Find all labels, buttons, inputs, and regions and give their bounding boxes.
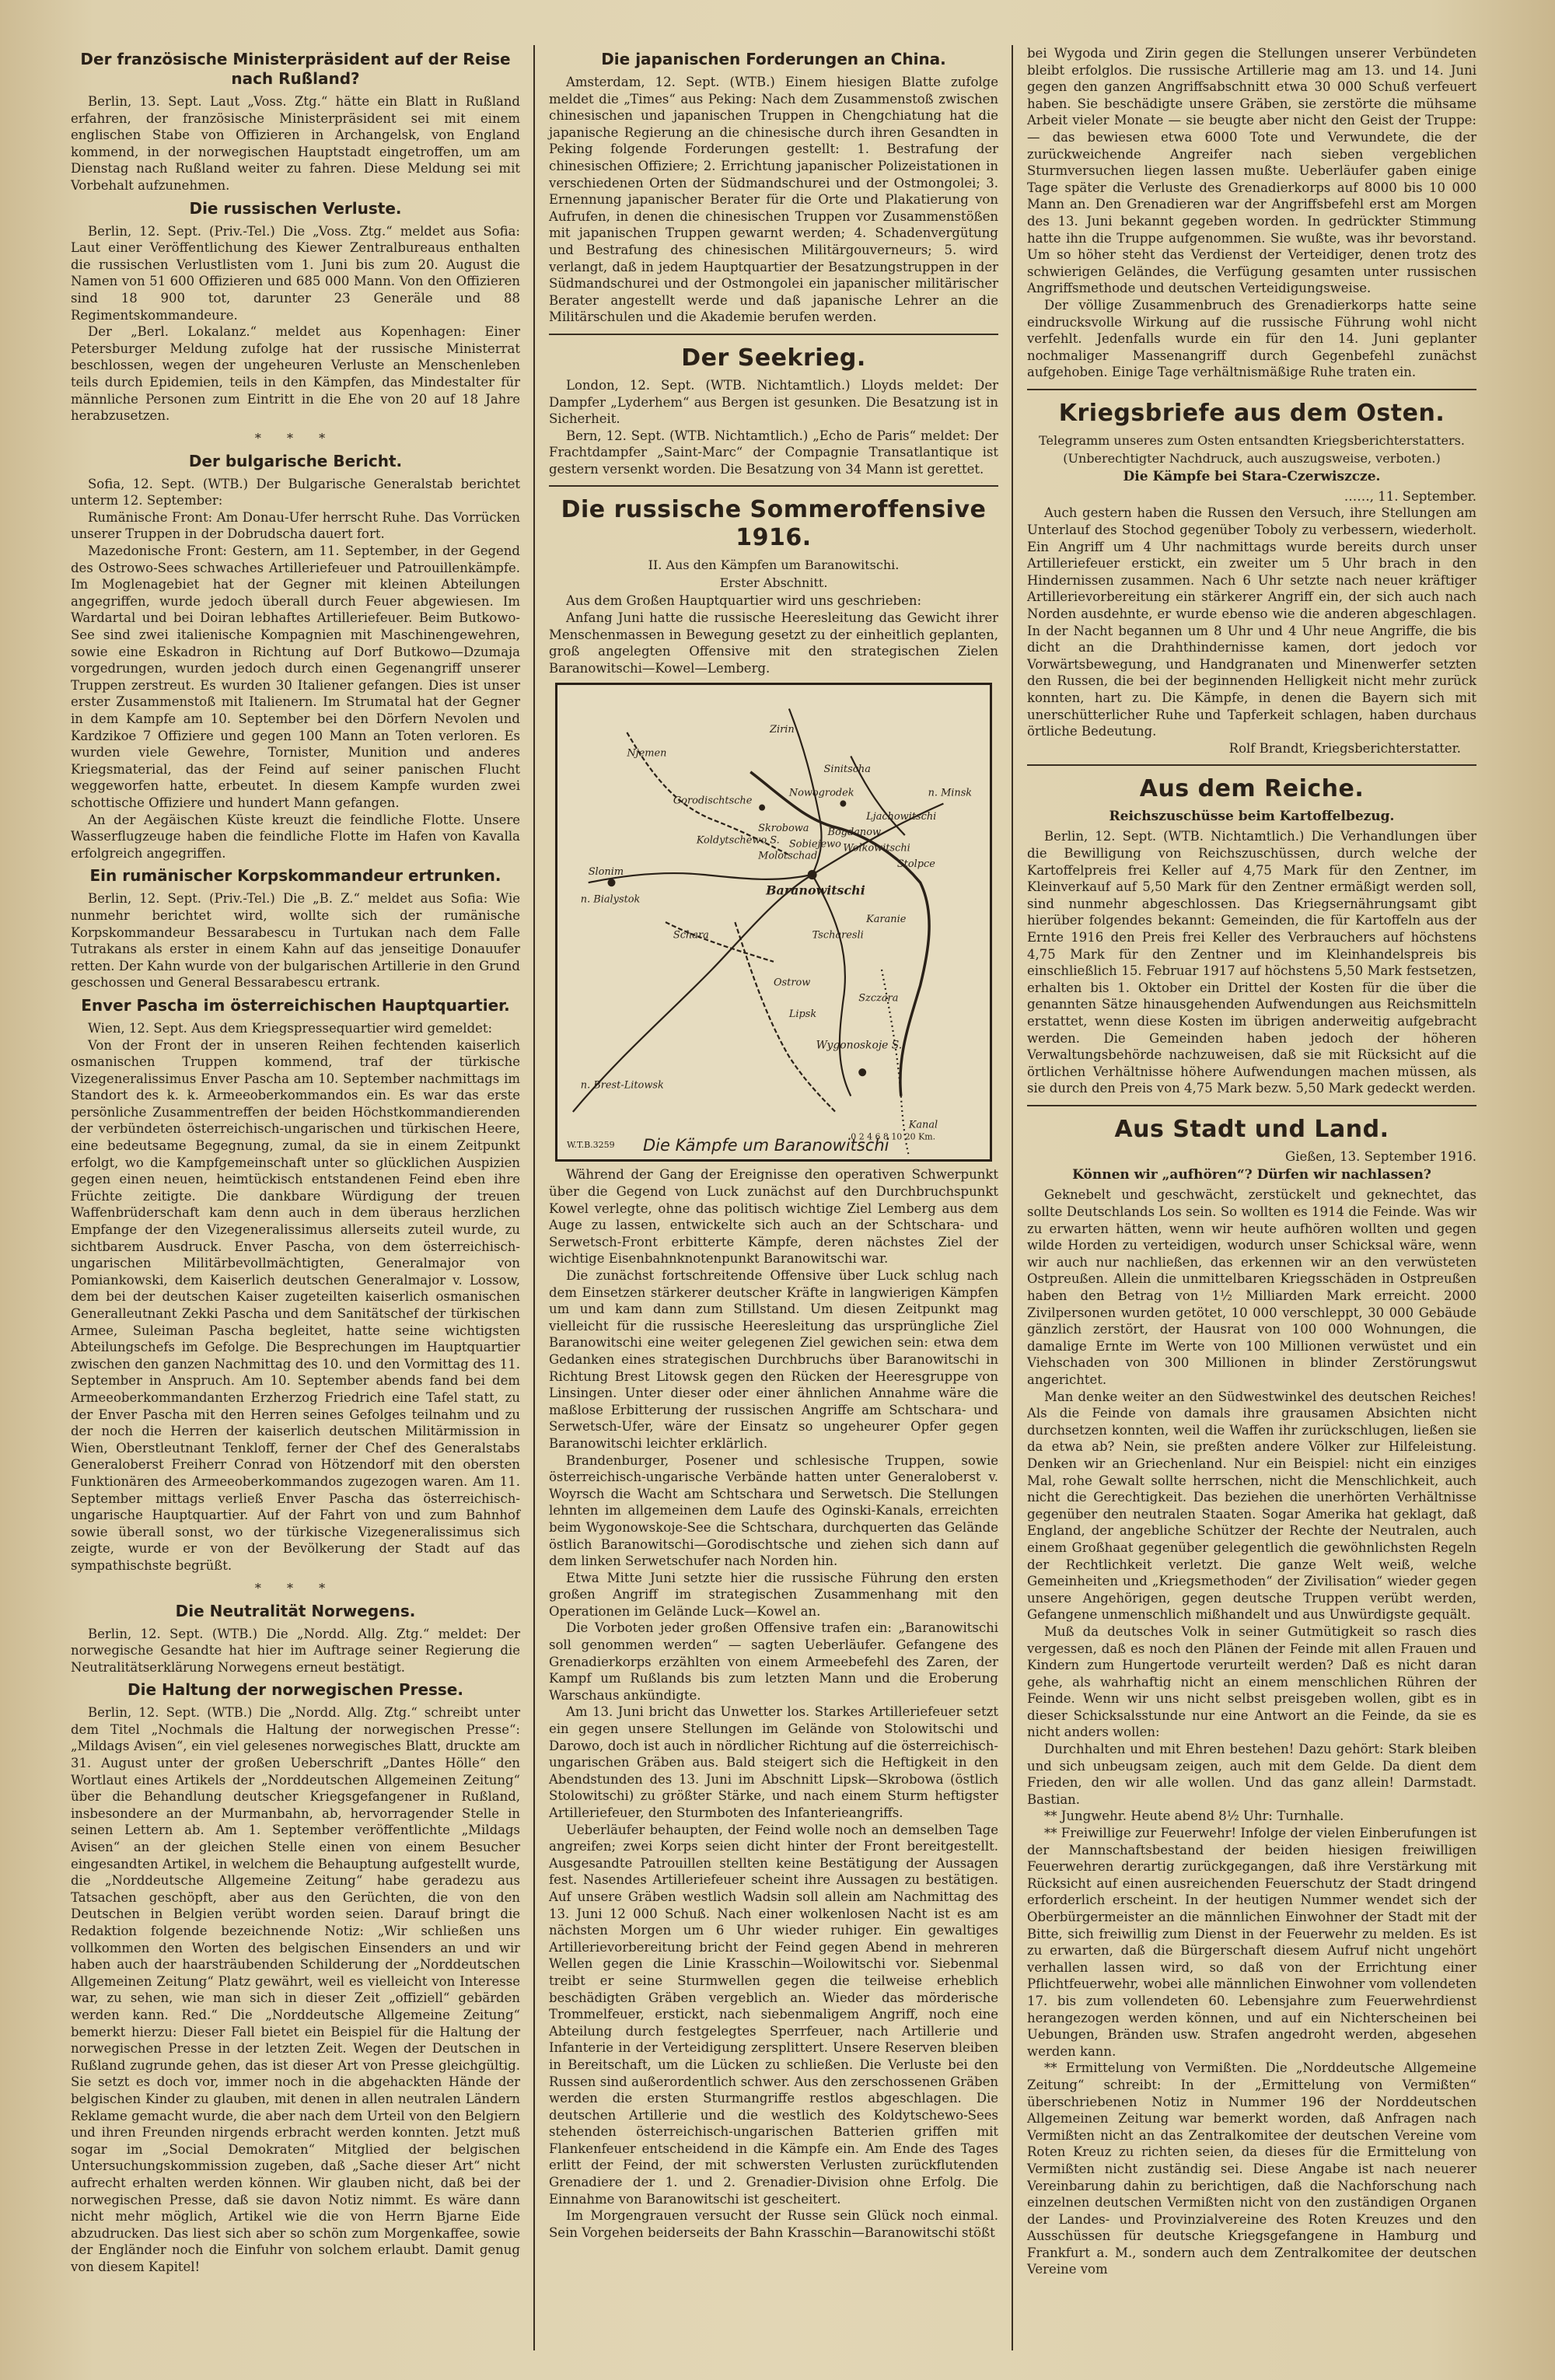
subheadline: Erster Abschnitt. — [719, 575, 828, 591]
headline: Der französische Ministerpräsident auf der Reise nach Rußland? — [80, 50, 511, 88]
headline: Die Haltung der norwegischen Presse. — [128, 1680, 463, 1700]
separator-stars: * * * — [254, 430, 337, 446]
article-paragraph: Der völlige Zusammenbruch des Grenadierkorps hatte seine eindrucksvolle Wirkung auf die russische Führung wohl nicht verfehlt. Jedenfalls wurde ein für den 14. Juni geplanter nochmaliger Massenangriff durch Gegenbefehl zunächst aufgehoben. Einige Tage verhältnismäßige Ruhe traten ein. — [1027, 297, 1476, 380]
separator-stars: * * * — [254, 1580, 337, 1595]
article-paragraph: Berlin, 12. Sept. (Priv.-Tel.) Die „Voss. Ztg.“ meldet aus Sofia: Laut einer Veröffentlichung des Kiewer Zentralbureaus enthalten die russischen Verlustlisten vom 1. Juni bis zum 20. August die Namen von 51 600 Offizieren und 685 000 Mann. Von den Offizieren sind 18 900 tot, darunter 23 Generäle und 88 Regimentskommandeure. — [71, 223, 520, 323]
article-paragraph: Wien, 12. Sept. Aus dem Kriegspressequartier wird gemeldet: — [88, 1020, 493, 1036]
article-paragraph: Muß da deutsches Volk in seiner Gutmütigkeit so rasch dies vergessen, daß es noch den Plänen der Feinde mit allen Frauen und Kindern zum Hungertode verurteilt werden? Daß es nicht daran gehe, als wahrhaftig nicht an einem menschlichen Rühren der Feinde. Wenn wir uns nicht selbst preisgeben wollen, gibt es in dieser Schicksalsstunde nur eine Antwort an die Feinde, da sie es nicht anders wollen: — [1027, 1623, 1476, 1740]
column-rule — [533, 45, 535, 2350]
map-label: n. Brest-Litowsk — [580, 1079, 664, 1092]
river-line — [735, 922, 835, 1112]
map-label: Slonim — [588, 866, 624, 879]
article-paragraph: Mazedonische Front: Gestern, am 11. September, in der Gegend des Ostrowo-Sees schwaches Artilleriefeuer und Patrouillenkämpfe. Im Moglenagebiet hat der Gegner mit kleinen Abteilungen angegriffen, wurde jedoch überall durch Feuer abgewiesen. Im Wardartal und bei Doiran lebhaftes Artilleriefeuer. Beim Butkowo-See sind zwei italienische Kompagnien mit Maschinengewehren, sowie eine Eskadron in Richtung auf Dorf Butkowo—Dzumaja vorgedrungen, wurden jedoch durch einen Gegenangriff unserer Truppen zerstreut. Es wurden 30 Italiener gefangen. Dies ist unser erster Zusammenstoß mit Italienern. Im Strumatal hat der Gegner in dem Kampfe am 10. September bei den Dörfern Nevolen und Kardzikoe 7 Offiziere und gegen 100 Mann an Toten verloren. Es wurden viele Gewehre, Tornister, Munition und anderes Kriegsmaterial, das der Feind auf seiner panischen Flucht weggeworfen hatte, erbeutet. In diesem Kampfe wurden zwei schottische Offiziere und hundert Mann gefangen. — [71, 543, 520, 810]
headline: Die Neutralität Norwegens. — [175, 1601, 416, 1620]
map-label: Tscharesli — [812, 929, 864, 942]
article-paragraph: Berlin, 12. Sept. (Priv.-Tel.) Die „B. Z.“ meldet aus Sofia: Wie nunmehr berichtet wird, wollte sich der rumänische Korpskommandeur Bessarabescu in Turtukan nach dem Falle Tutrakans als erster in einem Kahn auf das jenseitige Donauufer retten. Der Kahn wurde von der bulgarischen Artillerie in den Grund geschossen und General Bessarabescu ertrank. — [71, 891, 520, 991]
map-label: Molotschad — [758, 850, 818, 863]
city-marker — [608, 879, 616, 887]
article-paragraph: Geknebelt und geschwächt, zerstückelt und geknechtet, das sollte Deutschlands Los sein. So wollten es 1914 die Feinde. Was wir zu erwarten hätten, wenn wir heute aufhören wollten und gegen wilde Horden zu verteidigen, wodurch unser Schicksal wäre, wenn wir auch nur nachließen, das erkennen wir an den verwüsteten Ostpreußen. Allein die unmittelbaren Kriegsschäden in Ostpreußen haben den Betrag von 1½ Milliarden Mark erreicht. 2000 Zivilpersonen wurden getötet, 10 000 verschleppt, 30 000 Gebäude gänzlich zerstört, der Hausrat von 100 000 Wohnungen, die damalige Ernte im Werte von 100 Millionen verwüstet und ein Viehschaden von 300 Millionen in blinder Zerstörungswut angerichtet. — [1027, 1187, 1476, 1387]
column-1 — [66, 45, 525, 2350]
column-2 — [544, 45, 1003, 2350]
headline: Die russischen Verluste. — [189, 198, 402, 218]
map-code: W.T.B.3259 — [567, 1140, 615, 1151]
map-label: Szczara — [858, 992, 899, 1005]
article-paragraph: Berlin, 13. Sept. Laut „Voss. Ztg.“ hätte ein Blatt in Rußland erfahren, der französische Ministerpräsident sei mit einem englischen Stabe von Offizieren in Archangelsk, von England kommend, in der norwegischen Hauptstadt eingetroffen, um am Dienstag nach Rußland weiter zu fahren. Diese Meldung sei mit Vorbehalt aufzunehmen. — [71, 94, 520, 193]
article-paragraph: Im Morgengrauen versucht der Russe sein Glück noch einmal. Sein Vorgehen beiderseits der Bahn Krasschin—Baranowitschi stößt — [549, 2208, 998, 2240]
city-marker — [808, 870, 817, 879]
map-drawing — [557, 685, 990, 1159]
map-label: n. Bialystok — [580, 893, 641, 907]
headline: Die japanischen Forderungen an China. — [601, 50, 946, 68]
map-label: Wygonoskoje S. — [816, 1039, 903, 1053]
section-rule — [1027, 389, 1476, 390]
map-label: Ostrow — [774, 977, 811, 989]
map-label: Koldytschewo S. — [696, 834, 780, 847]
section-rule — [549, 485, 998, 487]
map-label: Gorodischtsche — [673, 795, 753, 807]
article-paragraph: ** Freiwillige zur Feuerwehr! Infolge der vielen Einberufungen ist der Mannschaftsbestand der beiden hiesigen freiwilligen Feuerwehren derartig zurückgegangen, daß ihre Verstärkung mit Rücksicht auf einen ausreichenden Feuerschutz der Stadt dringend erforderlich erscheint. In der heutigen Nummer wendet sich der Oberbürgermeister an die männlichen Einwohner der Stadt mit der Bitte, sich freiwillig zum Dienst in der Feuerwehr zu melden. Es ist zu erwarten, daß die Bürgerschaft diesem Aufruf nicht ungehört verhallen lassen wird, so daß von der Errichtung einer Pflichtfeuerwehr, wobei alle männlichen Einwohner vom vollendeten 17. bis zum vollendeten 60. Lebensjahre zum Feuerwehrdienst herangezogen werden können, und auf ein Nichterscheinen bei Uebungen, Bränden usw. Strafen angedroht werden, abgesehen werden kann. — [1027, 1826, 1476, 2059]
map-label: Njemen — [627, 747, 667, 760]
map-label: Kanal — [908, 1119, 938, 1131]
article-paragraph: Während der Gang der Ereignisse den operativen Schwerpunkt über die Gegend von Luck zunächst auf den Durchbruchspunkt Kowel verlegte, ohne das politisch wichtige Ziel Lemberg aus dem Auge zu lassen, entwickelte sich auch an der Schtschara- und Serwetsch-Front erbitterte Kämpfe, deren nächstes Ziel der wichtige Eisenbahnknotenpunkt Baranowitschi war. — [549, 1167, 998, 1267]
headline: Die russische Sommeroffensive 1916. — [561, 496, 987, 552]
article-paragraph: ** Jungwehr. Heute abend 8½ Uhr: Turnhalle. — [1044, 1809, 1344, 1824]
headline: Der Seekrieg. — [681, 344, 866, 372]
map-label: Wolkowitschi — [843, 842, 910, 854]
headline: Aus dem Reiche. — [1139, 775, 1365, 803]
map-label: Stolpce — [896, 858, 935, 871]
map-label: Karanie — [866, 914, 907, 926]
map-label: Skrobowa — [758, 823, 809, 835]
column-3 — [1022, 45, 1481, 2350]
article-paragraph: Amsterdam, 12. Sept. (WTB.) Einem hiesigen Blatte zufolge meldet die „Times“ aus Peking: Nach dem Zusammenstoß zwischen chinesischen und japanischen Truppen in Chengchiatung hat die japanische Regierung an die chinesische durch ihren Gesandten in Peking folgende Forderungen gestellt: 1. Bestrafung der chinesischen Offiziere; 2. Errichtung japanischer Polizeistationen in verschiedenen Orten der Südmandschurei und der Ostmongolei; 3. Ernennung japanischer Berater für die Orte und Plakatierung von Aufrufen, in denen die chinesischen Truppen vor Zusammenstößen mit japanischen Truppen gewarnt werden; 4. Schadenvergütung und Bestrafung des chinesischen Militärgouverneurs; 5. wird verlangt, daß in jedem Hauptquartier der Besatzungstruppen in der Südmandschurei und der Ostmongolei ein japanischer militärischer Berater angestellt werde und daß japanische Lehrer an die Militärschulen und die Akademie berufen werden. — [549, 75, 998, 325]
map-caption: Die Kämpfe um Baranowitschi — [643, 1136, 889, 1155]
column-rule — [1012, 45, 1013, 2350]
headline: Ein rumänischer Korpskommandeur ertrunken. — [89, 866, 501, 886]
dateline: Gießen, 13. September 1916. — [1285, 1148, 1476, 1164]
article-paragraph: Sofia, 12. Sept. (WTB.) Der Bulgarische Generalstab berichtet unterm 12. September: — [71, 476, 520, 509]
map-label: n. Minsk — [928, 787, 973, 799]
village-marker — [759, 805, 765, 811]
map-label: Ljachowitschi — [866, 811, 937, 823]
lake-marker — [858, 1069, 866, 1077]
village-marker — [840, 801, 846, 807]
map-label: Schara — [673, 929, 709, 942]
headline: Kriegsbriefe aus dem Osten. — [1058, 399, 1445, 427]
section-rule — [1027, 1105, 1476, 1106]
article-paragraph: Die zunächst fortschreitende Offensive über Luck schlug nach dem Einsetzen stärkerer deutscher Kräfte in langwierigen Kämpfen um und kam dann zum Stillstand. Um diesen Zeitpunkt mag vielleicht für die russische Heeresleitung das ursprüngliche Ziel Baranowitschi eine weiter gelegenen Ziel gewichen sein: etwa dem Gedanken eines strategischen Durchbruchs über Baranowitschi in Richtung Brest Litowsk gegen den Rücken der Heeresgruppe von Linsingen. Unter dieser oder einer ähnlichen Annahme wäre die maßlose Erbitterung der russischen Angriffe am Schtschara- und Serwetsch-Ufer, wäre der Einsatz so ungeheurer Opfer gegen Baranowitschi leichter erklärlich. — [549, 1268, 998, 1451]
railway-line — [812, 875, 851, 1096]
article-paragraph: Ueberläufer behaupten, der Feind wolle noch an demselben Tage angreifen; zwei Korps seien dicht hinter der Front bereitgestellt. Ausgesandte Patrouillen stellten keine Bestätigung der Aussagen fest. Nasendes Artilleriefeuer scheint ihre Aussagen zu bestätigen. Auf unsere Gräben westlich Wadsin soll allein am Nachmittag des 13. Juni 12 000 Schuß. Nach einer wolkenlosen Nacht ist es am nächsten Morgen um 6 Uhr wieder ruhiger. Ein gewaltiges Artillerievorbereitung bricht der Feind gegen Abend in mehreren Wellen gegen die Linie Krasschin—Woilowitschi vor. Siebenmal treibt er seine Sturmwellen gegen die teilweise erheblich beschädigten Gräben vergeblich an. Wieder das mörderische Trommelfeuer, erstickt, nach siebenmaligem Angriff, noch eine Abteilung durch festgelegtes Sperrfeuer, nach Artillerie und Infanterie in der Verteidigung zersplittert. Unsere Reserven bleiben in Bereitschaft, um die Lücken zu schließen. Die Verluste bei den Russen sind außerordentlich schwer. Aus den zerschossenen Gräben werden die ersten Sturmangriffe restlos abgeschlagen. Die deutschen Artillerie und die westlich des Koldytschewo-Sees stehenden österreichisch-ungarischen Batterien griffen mit Flankenfeuer entscheidend in die Kämpfe ein. Am Ende des Tages erlitt der Feind, der mit schwersten Verlusten zurückflutenden Grenadiere der 1. und 2. Grenadier-Division ohne Erfolg. Die Einnahme von Baranowitschi ist gescheitert. — [549, 1822, 998, 2207]
article-paragraph: Rumänische Front: Am Donau-Ufer herrscht Ruhe. Das Vorrücken unserer Truppen in der Dobrudscha dauert fort. — [71, 509, 520, 542]
section-rule — [549, 334, 998, 335]
dateline: ……, 11. September. — [1344, 488, 1476, 504]
article-paragraph: Aus dem Großen Hauptquartier wird uns geschrieben: — [566, 593, 922, 609]
subheadline: II. Aus den Kämpfen um Baranowitschi. — [648, 557, 900, 573]
article-paragraph: An der Aegäischen Küste kreuzt die feindliche Flotte. Unsere Wasserflugzeuge haben die feindliche Flotte im Hafen von Kavalla erfolgreich angegriffen. — [71, 812, 520, 861]
article-paragraph: Berlin, 12. Sept. (WTB.) Die „Nordd. Allg. Ztg.“ meldet: Der norwegische Gesandte hat hier im Auftrage seiner Regierung die Neutralitätserklärung Norwegens erneut bestätigt. — [71, 1626, 520, 1675]
article-paragraph: Etwa Mitte Juni setzte hier die russische Führung den ersten großen Angriff im strategischen Zusammenhang mit den Operationen im Gelände Luck—Kowel an. — [549, 1570, 998, 1619]
subheadline: (Unberechtigter Nachdruck, auch auszugsweise, verboten.) — [1063, 450, 1441, 466]
map-label: Bogdanow — [827, 827, 882, 839]
article-paragraph: Man denke weiter an den Südwestwinkel des deutschen Reiches! Als die Feinde von damals ihre grausamen Absichten nicht durchsetzen konnten, weil die Waffen ihr zurückschlugen, ließen sie da etwa ab? Nein, sie preßten andere Völker zur Hilfeleistung. Denken wir an Griechenland. Nur ein Beispiel: nicht ein einziges Mal, rohe Gewalt sollte herrschen, nicht die Menschlichkeit, auch nicht die Gerechtigkeit. Das beziehen die unerhörten Verhältnisse gegenüber den neutralen Staaten. Sogar Amerika hat geklagt, daß England, der angebliche Schützer der Rechte der Neutralen, auch einem Großhaat gegenüber gelegentlich die gewöhnlichsten Regeln der Rechtlichkeit verletzt. Die ganze Welt weiß, welche Gemeinheiten und „Kriegsmethoden“ der Zivilisation“ wieder gegen unsere Angehörigen, gegen deutsche Truppen verübt werden, Gefangene unmenschlich mißhandelt und aus Unwürdigste gequält. — [1027, 1389, 1476, 1623]
headline: Enver Pascha im österreichischen Hauptquartier. — [81, 995, 510, 1015]
map-label: Baranowitschi — [766, 882, 865, 898]
map-label: Nowogrodek — [788, 787, 854, 799]
article-paragraph: Berlin, 12. Sept. (WTB. Nichtamtlich.) Die Verhandlungen über die Bewilligung von Reichszuschüssen, durch welche der Kartoffelpreis frei Keller auf 4,75 Mark für den Zentner, im Kleinverkauf auf 5,50 Mark für den Zentner ermäßigt werden soll, sind nunmehr abgeschlossen. Das Kriegsernährungsamt gibt hierüber folgendes bekannt: Gemeinden, die für Kartoffeln aus der Ernte 1916 den Preis frei Keller des Verbrauchers auf höchstens 4,75 Mark für den Zentner und im Kleinhandelspreis bis einschließlich 15. Februar 1917 auf höchstens 5,50 Mark festsetzen, erhalten bis 1. Oktober ein Drittel der Kosten für die über die genannten Sätze hinausgehenden Aufwendungen aus Reichsmitteln erstattet, wenn diese Kosten im übrigen anderweitig aufgebracht werden. Die Gemeinden haben jedoch der höheren Verwaltungsbehörde nachzuweisen, daß sie mit Rücksicht auf die örtlichen Verhältnisse höhere Aufwendungen machen müssen, als sie durch den Preis von 4,75 Mark bezw. 5,50 Mark gedeckt werden. — [1027, 829, 1476, 1096]
section-rule — [1027, 764, 1476, 766]
map-label: Sinitscha — [823, 764, 871, 776]
article-paragraph: Brandenburger, Posener und schlesische Truppen, sowie österreichisch-ungarische Verbände hatten unter Generaloberst v. Woyrsch die Wacht am Schtschara und Serwetsch. Die Stellungen lehnten im allgemeinen dem Laufe des Oginski-Kanals, erreichten beim Wygonowskoje-See die Schtschara, durchquerten das Gelände östlich Baranowitschi—Gorodischtsche und ziehen sich dann auf dem linken Serwetschufer nach Norden hin. — [549, 1452, 998, 1569]
article-paragraph: Anfang Juni hatte die russische Heeresleitung das Gewicht ihrer Menschenmassen in Bewegung gesetzt zu der einheitlich geplanten, groß angelegten Offensive mit den strategischen Zielen Baranowitschi—Kowel—Lemberg. — [549, 610, 998, 676]
subheadline: Reichszuschüsse beim Kartoffelbezug. — [1109, 809, 1395, 825]
map-label: Sobiejewo — [788, 838, 841, 851]
map-label: Lipsk — [788, 1008, 817, 1021]
subheadline: Können wir „aufhören“? Dürfen wir nachlassen? — [1072, 1167, 1431, 1183]
article-paragraph: Auch gestern haben die Russen den Versuch, ihre Stellungen am Unterlauf des Stochod gegenüber Toboly zu verbessern, wiederholt. Ein Angriff um 4 Uhr nachmittags wurde bereits durch unser Artilleriefeuer erstickt, ein zweiter um 5 Uhr brach in den Hindernissen zusammen. Nach 6 Uhr setzte nach neuer kräftiger Artillerievorbereitung ein stärkerer Angriff ein, der sich auch nach Norden ausdehnte, er wurde ebenso wie die anderen abgeschlagen. In der Nacht begannen um 8 Uhr und 4 Uhr neue Angriffe, die bis dicht an die Drahthindernisse kamen, dort jedoch vor Vorwärtsbewegung, und Handgranaten und Minenwerfer setzten den Russen, die bei der beginnenden Helligkeit nicht mehr zurück konnten, hart zu. Die Kämpfe, in denen die Bayern sich mit unerschütterlicher Ruhe und Tapferkeit schlagen, haben durchaus örtliche Bedeutung. — [1027, 505, 1476, 739]
byline: Rolf Brandt, Kriegsberichterstatter. — [1228, 740, 1461, 756]
subheadline: Die Kämpfe bei Stara-Czerwiszcze. — [1123, 468, 1381, 484]
article-paragraph: Berlin, 12. Sept. (WTB.) Die „Nordd. Allg. Ztg.“ schreibt unter dem Titel „Nochmals die Haltung der norwegischen Presse“: „Mildags Avisen“, ein viel gelesenes norwegisches Blatt, druckte am 31. August unter der großen Ueberschrift „Dantes Hölle“ den Wortlaut eines Artikels der „Norddeutschen Allgemeinen Zeitung“ über die Behandlung deutscher Kriegsgefangener in Rußland, insbesondere an der Murmanbahn, ab, hervorragender Stelle in seinen Lettern ab. Am 1. September veröffentlichte „Mildags Avisen“ an der gleichen Stelle einen von einem Besucher eingesandten Artikel, in welchem die Behauptung aufgestellt wurde, die „Norddeutsche Allgemeine Zeitung“ habe geradezu aus Tatsachen geschöpft, aber aus den Gerüchten, die von den Deutschen in Belgien verübt worden seien. Darauf bringt die Redaktion folgende bezeichnende Notiz: „Wir schließen uns vollkommen den Worten des belgischen Einsenders an und wir haben auch der haarsträubenden Schilderung der „Norddeutschen Allgemeinen Zeitung“ Platz gewährt, weil es vielleicht von Interesse war, zu sehen, wie man sich in dieser Zeit „offiziell“ gebärden werden kann. Red.“ Die „Norddeutsche Allgemeine Zeitung“ bemerkt hierzu: Dieser Fall bietet ein Beispiel für die Haltung der norwegischen Presse in der letzten Zeit. Wegen der Deutschen in Rußland zugrunde gehen, das ist dieser Art von Presse gleichgültig. Sie setzt es doch vor, immer noch in die abgehackten Hände der belgischen Kinder zu glauben, mit denen in allen neutralen Ländern Reklame gemacht wurde, die aber nach dem Urteil von den Belgiern und ihren Freunden nirgends erbracht werden konnten. Jetzt muß sogar im „Social Demokraten“ Mitglied der belgischen Untersuchungskommission zugeben, daß „Sache dieser Art“ nicht aufrecht erhalten werden können. Wir glauben nicht, daß bei der norwegischen Presse, daß sie davon Notiz nimmt. Es wäre dann nicht mehr möglich, Artikel wie die von Herrn Bjarne Eide abzudrucken. Das liest sich aber so schön zum Morgenkaffee, sowie der Engländer noch die Einfuhr von solchem erlaubt. Damit genug von diesem Kapitel! — [71, 1705, 520, 2274]
map-label: Zirin — [770, 724, 795, 736]
article-paragraph: Bern, 12. Sept. (WTB. Nichtamtlich.) „Echo de Paris“ meldet: Der Frachtdampfer „Saint-Marc“ der Compagnie Transatlantique ist gestern versenkt worden. Die Besatzung von 34 Mann ist gerettet. — [549, 428, 998, 477]
map-scale: 0 2 4 6 8 10 20 Km. — [851, 1131, 936, 1143]
article-paragraph: Der „Berl. Lokalanz.“ meldet aus Kopenhagen: Einer Petersburger Meldung zufolge hat der russische Ministerrat beschlossen, wegen der ungeheuren Verluste an Menschenleben teils durch Epidemien, teils in den Kämpfen, das Mindestalter für männliche Personen zum Eintritt in die Ehe von 20 auf 18 Jahre herabzusetzen. — [71, 324, 520, 424]
article-paragraph: bei Wygoda und Zirin gegen die Stellungen unserer Verbündeten bleibt erfolglos. Die russische Artillerie mag am 13. und 14. Juni gegen den ganzen Angriffsabschnitt etwa 30 000 Schuß verfeuert haben. Sie beschädigte unsere Gräben, sie zerstörte die mühsame Arbeit vieler Monate — sie beugte aber nicht den Geist der Truppe: — das bewiesen etwa 6000 Tote und Verwundete, die der zurückweichende Angreifer nach sieben vergeblichen Sturmversuchen liegen lassen mußte. Ueberläufer gaben einige Tage später die Verluste des Grenadierkorps auf 8000 bis 10 000 Mann an. Den Grenadieren war der Angriffsbefehl erst am Morgen des 13. Juni bekannt gegeben worden. In gedrückter Stimmung hatte ihn die Truppe aufgenommen. Sie wußte, was ihr bevorstand. Um so höher steht das Verdienst der Verteidiger, denen trotz des schwierigen Geländes, die Verfügung gesamten unter russischen Angriffsmethode und deutschen Verteidigungsweise. — [1027, 46, 1476, 296]
subheadline: Telegramm unseres zum Osten entsandten Kriegsberichterstatters. — [1039, 432, 1465, 448]
article-paragraph: Am 13. Juni bricht das Unwetter los. Starkes Artilleriefeuer setzt ein gegen unsere Stellungen im Gelände von Stolowitschi und Darowo, doch ist auch in nördlicher Richtung auf die österreichisch-ungarischen Gräben aus. Bald steigert sich die Heftigkeit in den Abendstunden des 13. Juni im Abschnitt Lipsk—Skrobowa (östlich Stolowitschi) zu größter Stärke, und nach einem Sturm heftigster Artilleriefeuer, den Sturmboten des Infanterieangriffs. — [549, 1704, 998, 1820]
article-paragraph: ** Ermittelung von Vermißten. Die „Norddeutsche Allgemeine Zeitung“ schreibt: In der „Ermittelung von Vermißten“ überschriebenen Notiz in Nummer 196 der Norddeutschen Allgemeinen Zeitung war bemerkt worden, daß Anfragen nach Vermißten nicht an das Zentralkomitee der deutschen Vereine vom Roten Kreuz zu richten seien, da dieses für die Ermittelung von Vermißten nicht zuständig sei. Diese Angabe ist nach neuerer Vereinbarung dahin zu berichtigen, daß die Nachforschung nach einzelnen deutschen Vermißten nicht von den zuständigen Organen der Landes- und Provinzialvereine des Roten Kreuzes und den Ausschüssen für deutsche Kriegsgefangene in Hamburg und Frankfurt a. M., sondern auch dem Zentralkomitee der deutschen Vereine vom — [1027, 2060, 1476, 2277]
article-paragraph: Die Vorboten jeder großen Offensive trafen ein: „Baranowitschi soll genommen werden“ — sagten Ueberläufer. Gefangene des Grenadierkorps erzählten von einem Armeebefehl des Zaren, der Kampf um Rußlands bis zum letzten Mann und die Eroberung Warschaus ankündigte. — [549, 1620, 998, 1703]
article-paragraph: Von der Front der in unseren Reihen fechtenden kaiserlich osmanischen Truppen kommend, traf der türkische Vizegeneralissimus Enver Pascha am 10. September nachmittags im Standort des k. k. Armeeoberkommandos ein. Es war das erste persönliche Zusammentreffen der beiden Höchstkommandierenden der verbündeten österreichisch-ungarischen und türkischen Heere, eine bedeutsame Begegnung, zumal, da sie in einem Zeitpunkt erfolgt, wo die Kampfgemeinschaft unter so glücklichen Auspizien gegen einen neuen, heimtückisch entstandenen Feind eben ihre Früchte zeitigte. Die dankbare Würdigung der treuen Waffenbrüderschaft kam denn auch in dem überaus herzlichen Empfange der den Vizegeneralissimus allerseits zuteil wurde, zu sichtbarem Ausdruck. Enver Pascha, von dem österreichisch-ungarischen Militärbevollmächtigten, Generalmajor von Pomiankowski, dem Kaiserlich deutschen Generalmajor v. Lossow, dem bei der deutschen Kaiser zugeteilten kaiserlich osmanischen Generalleutnant Zekki Pascha und dem Sanitätschef der türkischen Armee, Suleiman Pascha begleitet, hatte seine wichtigsten Abteilungschefs im Gefolge. Die Besprechungen im Hauptquartier zwischen den ganzen Nachmittag des 10. und den Vormittag des 11. September in Anspruch. Am 10. September abends fand bei dem Armeeoberkommandanten Erzherzog Friedrich eine Tafel statt, zu der Enver Pascha mit den Herren seines Gefolges teilnahm und zu der noch die Herren der kaiserlich deutschen Militärmission in Wien, Oberstleutnant Tenkloff, ferner der Chef des Generalstabs Generaloberst Freiherr Conrad von Hötzendorf mit den obersten Funktionären des Armeeoberkommandos zugezogen waren. Am 11. September mittags verließ Enver Pascha das österreichisch-ungarische Hauptquartier. Auf der Fahrt von und zum Bahnhof sowie überall sonst, wo der türkische Vizegeneralissimus sich zeigte, wurde er von der Bevölkerung der Stadt auf das sympathischste begrüßt. — [71, 1037, 520, 1573]
headline: Der bulgarische Bericht. — [188, 451, 403, 470]
article-paragraph: London, 12. Sept. (WTB. Nichtamtlich.) Lloyds meldet: Der Dampfer „Lyderhem“ aus Bergen ist gesunken. Die Besatzung ist in Sicherheit. — [549, 377, 998, 427]
headline: Aus Stadt und Land. — [1114, 1115, 1389, 1143]
battle-map — [555, 683, 992, 1162]
river-line — [666, 922, 774, 962]
article-paragraph: Durchhalten und mit Ehren bestehen! Dazu gehört: Stark bleiben und sich unbeugsam zeigen, auch mit dem Gelde. Da dient dem Frieden, den wir alle wollen. Und das ganz allein! Darmstadt. Bastian. — [1027, 1742, 1476, 1807]
